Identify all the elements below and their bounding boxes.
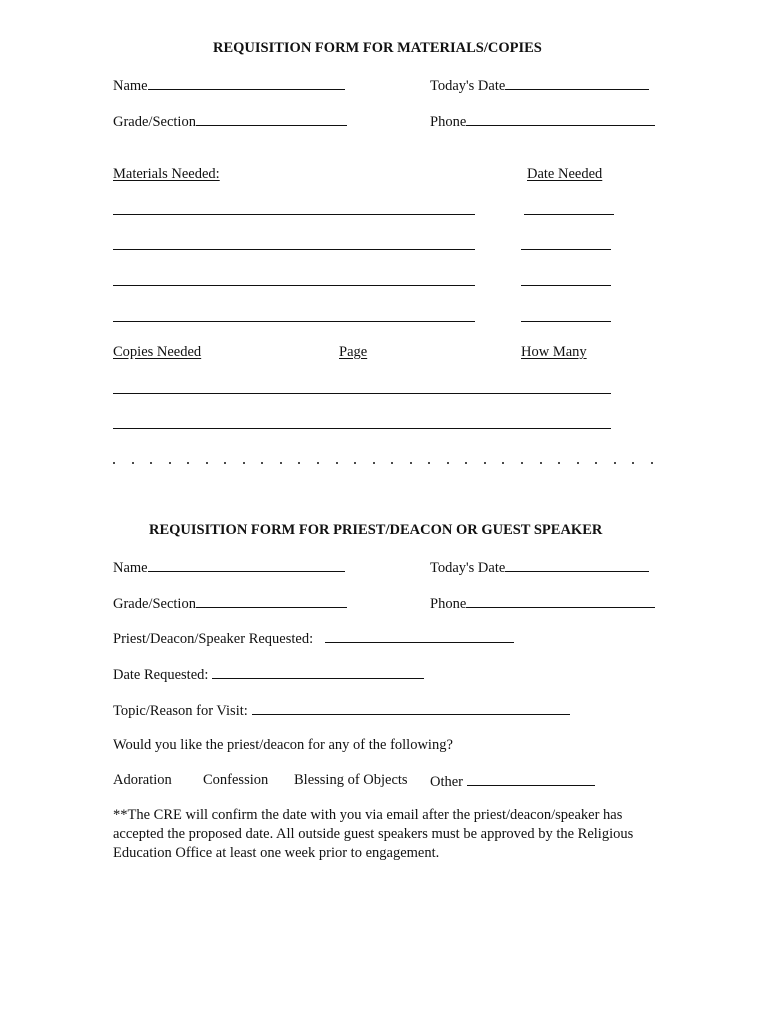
- grade-section-blank[interactable]: [196, 112, 347, 126]
- materials-name-field[interactable]: [113, 76, 345, 95]
- phone-label: Phone: [430, 596, 467, 612]
- copies-line-1[interactable]: [113, 393, 611, 394]
- date-needed-line-2[interactable]: [521, 249, 611, 250]
- date-requested-field[interactable]: [113, 665, 424, 684]
- todays-date-label: Today's Date: [430, 78, 506, 94]
- how-many-label: How Many: [521, 344, 587, 360]
- date-needed-line-3[interactable]: [521, 285, 611, 286]
- speaker-requested-field[interactable]: [113, 629, 514, 648]
- option-blessing-of-objects[interactable]: Blessing of Objects: [294, 772, 408, 788]
- todays-date-blank[interactable]: [505, 558, 649, 572]
- question-text: Would you like the priest/deacon for any of the following?: [113, 737, 453, 753]
- topic-field[interactable]: [113, 701, 570, 720]
- phone-blank[interactable]: [466, 112, 655, 126]
- cut-separator: [113, 462, 653, 464]
- materials-grade-section-field[interactable]: [113, 112, 347, 131]
- grade-section-label: Grade/Section: [113, 596, 196, 612]
- date-needed-line-4[interactable]: [521, 321, 611, 322]
- materials-line-3[interactable]: [113, 285, 475, 286]
- date-requested-blank[interactable]: [212, 665, 424, 679]
- option-confession[interactable]: Confession: [203, 772, 269, 788]
- grade-section-blank[interactable]: [196, 594, 347, 608]
- todays-date-label: Today's Date: [430, 560, 506, 576]
- speaker-grade-section-field[interactable]: [113, 594, 347, 613]
- speaker-name-field[interactable]: [113, 558, 345, 577]
- materials-line-1[interactable]: [113, 214, 475, 215]
- other-label: Other: [430, 774, 464, 790]
- name-blank[interactable]: [148, 76, 345, 90]
- confirmation-note: **The CRE will confirm the date with you via email after the priest/deacon/speaker has accepted the proposed date. All outside guest speakers must be approved by the Religious Education Office at least one week prior to engagement.: [113, 807, 634, 861]
- speaker-phone-field[interactable]: [430, 594, 655, 613]
- date-needed-line-1[interactable]: [524, 214, 614, 215]
- materials-line-2[interactable]: [113, 249, 475, 250]
- other-blank[interactable]: [467, 772, 595, 786]
- speaker-requested-blank[interactable]: [325, 629, 514, 643]
- materials-needed-label: Materials Needed:: [113, 166, 220, 182]
- materials-form-title: REQUISITION FORM FOR MATERIALS/COPIES: [213, 40, 542, 56]
- grade-section-label: Grade/Section: [113, 114, 196, 130]
- name-label: Name: [113, 78, 148, 94]
- phone-blank[interactable]: [466, 594, 655, 608]
- topic-blank[interactable]: [252, 701, 570, 715]
- materials-line-4[interactable]: [113, 321, 475, 322]
- option-other[interactable]: [430, 772, 595, 791]
- date-requested-label: Date Requested:: [113, 667, 209, 683]
- option-adoration[interactable]: Adoration: [113, 772, 172, 788]
- materials-todays-date-field[interactable]: [430, 76, 649, 95]
- speaker-todays-date-field[interactable]: [430, 558, 649, 577]
- phone-label: Phone: [430, 114, 467, 130]
- date-needed-label: Date Needed: [527, 166, 603, 182]
- todays-date-blank[interactable]: [505, 76, 649, 90]
- materials-phone-field[interactable]: [430, 112, 655, 131]
- speaker-requested-label: Priest/Deacon/Speaker Requested:: [113, 631, 314, 647]
- copies-needed-label: Copies Needed: [113, 344, 202, 360]
- name-blank[interactable]: [148, 558, 345, 572]
- page-label: Page: [339, 344, 368, 360]
- name-label: Name: [113, 560, 148, 576]
- topic-label: Topic/Reason for Visit:: [113, 703, 248, 719]
- speaker-form-title: REQUISITION FORM FOR PRIEST/DEACON OR GUEST SPEAKER: [149, 522, 603, 538]
- copies-line-2[interactable]: [113, 428, 611, 429]
